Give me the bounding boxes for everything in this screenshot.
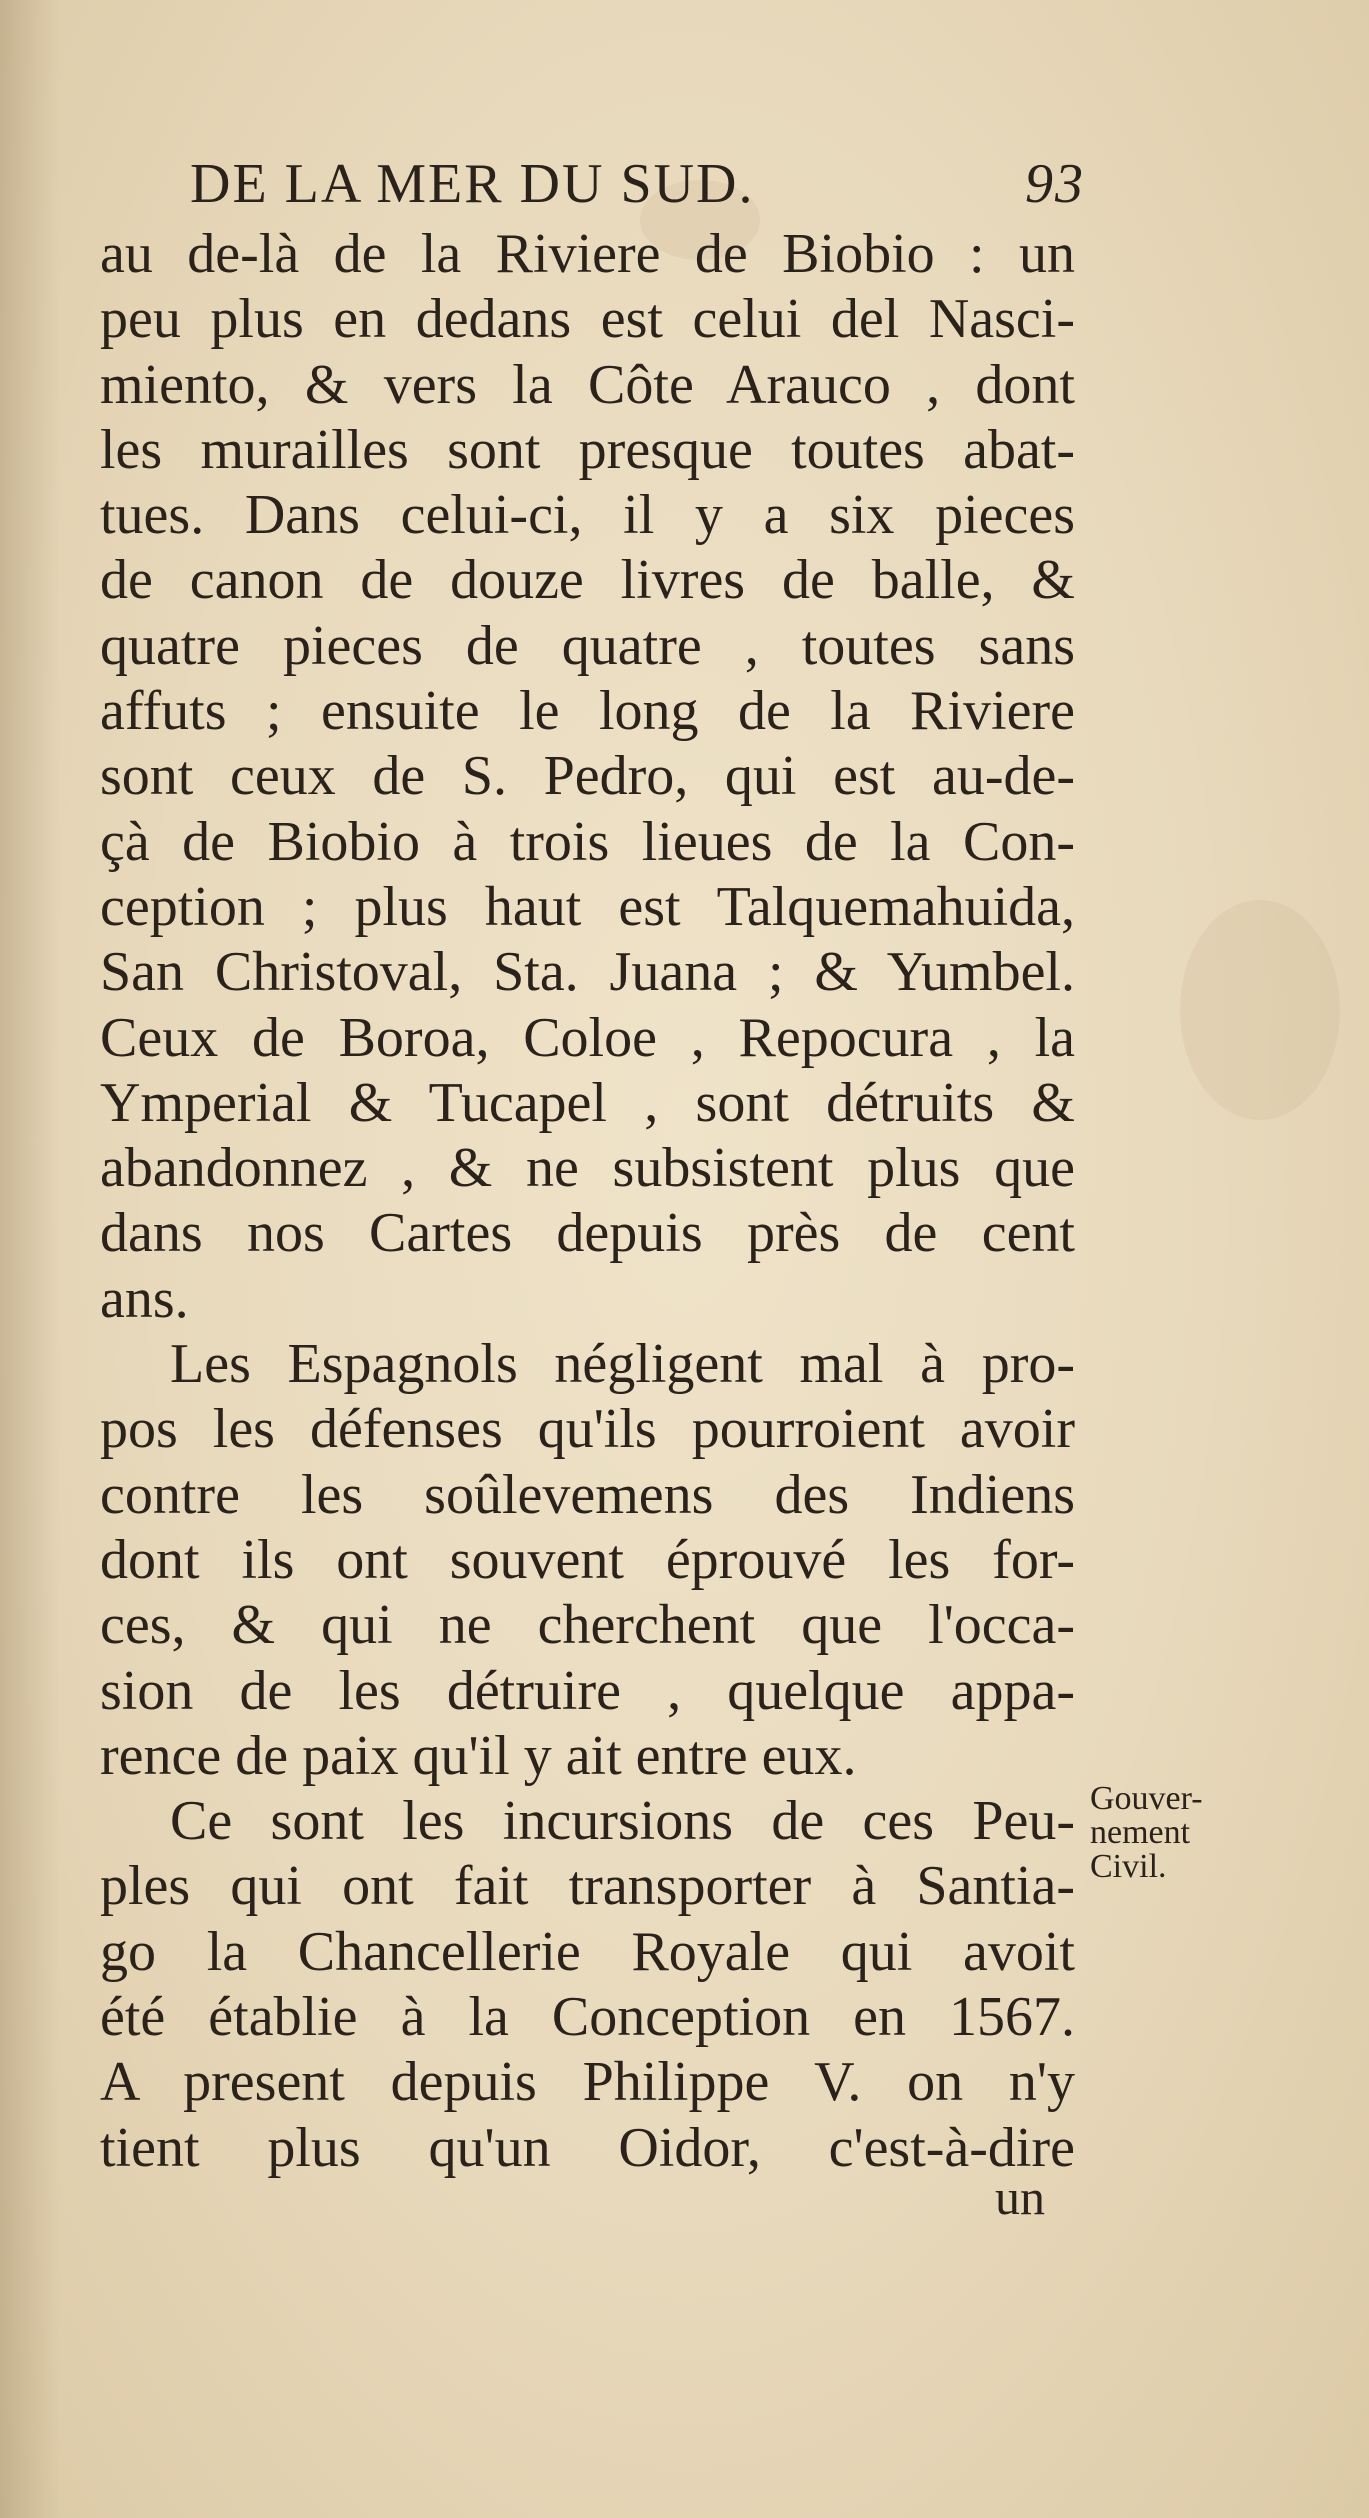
margin-note (1090, 1782, 1250, 1884)
text-line: rence de paix qu'il y ait entre eux. (100, 1724, 857, 1787)
text-line: Les Espagnols négligent mal à pro- (170, 1333, 1075, 1396)
text-line: pos les défenses qu'ils pourroient avoir (100, 1398, 1075, 1461)
text-line: abandonnez , & ne subsistent plus que (100, 1137, 1075, 1200)
text-line: Ceux de Boroa, Coloe , Repocura , la (100, 1006, 1075, 1069)
margin-note-line: Gouver- (1090, 1780, 1203, 1817)
text-line: sont ceux de S. Pedro, qui est au-de- (100, 745, 1075, 808)
text-line: San Christoval, Sta. Juana ; & Yumbel. (100, 941, 1075, 1004)
text-line: tient plus qu'un Oidor, c'est-à-dire (100, 2116, 1075, 2179)
page-fold-shadow (0, 0, 60, 2518)
text-line: Ce sont les incursions de ces Peu- (170, 1790, 1075, 1853)
text-line: dans nos Cartes depuis près de cent (100, 1202, 1075, 1265)
text-line: affuts ; ensuite le long de la Riviere (100, 680, 1075, 743)
text-line: ces, & qui ne cherchent que l'occa- (100, 1594, 1075, 1657)
text-line: été établie à la Conception en 1567. (100, 1986, 1075, 2049)
running-title: DE LA MER DU SUD. (190, 153, 755, 215)
text-line: dont ils ont souvent éprouvé les for- (100, 1528, 1075, 1591)
text-line: quatre pieces de quatre , toutes sans (100, 614, 1075, 677)
text-line: les murailles sont presque toutes abat- (100, 418, 1075, 481)
catchword: un (995, 2169, 1045, 2225)
text-line: miento, & vers la Côte Arauco , dont (100, 353, 1075, 416)
text-line: de canon de douze livres de balle, & (100, 549, 1075, 612)
page-number: 93 (1025, 153, 1085, 215)
text-line: go la Chancellerie Royale qui avoit (100, 1920, 1075, 1983)
text-line: ception ; plus haut est Talquemahuida, (100, 875, 1075, 938)
text-line: contre les soûlevemens des Indiens (100, 1463, 1075, 1526)
text-line: çà de Biobio à trois lieues de la Con- (100, 810, 1075, 873)
text-line: A present depuis Philippe V. on n'y (100, 2051, 1075, 2114)
text-line: sion de les détruire , quelque appa- (100, 1659, 1075, 1722)
text-line: ans. (100, 1267, 189, 1330)
margin-note-line: Civil. (1090, 1848, 1167, 1885)
page-header (190, 152, 1085, 222)
text-line: ples qui ont fait transporter à Santia- (100, 1855, 1075, 1918)
text-line: peu plus en dedans est celui del Nasci- (100, 288, 1075, 351)
text-line: au de-là de la Riviere de Biobio : un (100, 223, 1075, 285)
margin-note-line: nement (1090, 1814, 1191, 1851)
body-text (100, 222, 1075, 2181)
paper-stain (1180, 900, 1340, 1120)
text-line: Ymperial & Tucapel , sont détruits & (100, 1071, 1075, 1134)
text-line: tues. Dans celui-ci, il y a six pieces (100, 484, 1075, 547)
